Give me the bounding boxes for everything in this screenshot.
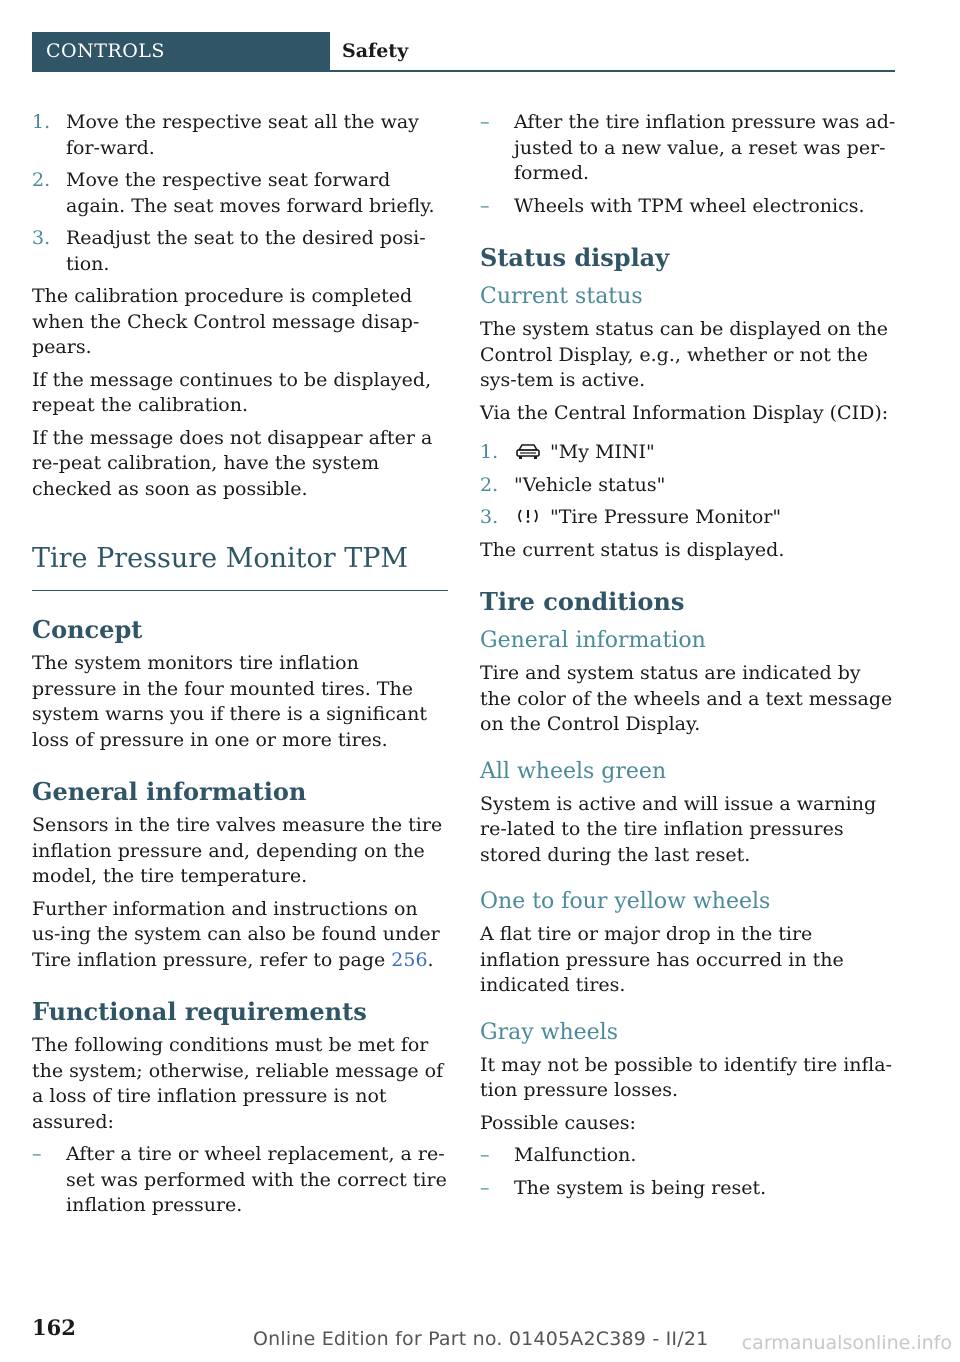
heading-yellow-wheels: One to four yellow wheels <box>480 889 771 914</box>
paragraph: If the message does not disappear after a re‐peat calibration, have the system checked as soon as possible. <box>32 426 433 500</box>
topic-label: Safety <box>342 40 409 62</box>
car-icon <box>514 441 542 461</box>
tire-warning-icon <box>514 506 542 526</box>
heading-concept: Concept <box>32 615 143 644</box>
heading-gray-wheels: Gray wheels <box>480 1019 618 1045</box>
calibration-steps <box>32 110 448 277</box>
section-label: CONTROLS <box>32 32 330 70</box>
paragraph: Via the Central Information Display (CID): <box>480 401 889 424</box>
list-item: 1. Move the respective seat all the way for‐ward. <box>32 111 419 159</box>
list-item: 3. "Tire Pressure Monitor" <box>480 506 782 528</box>
paragraph: The system monitors tire inflation pressure in the four mounted tires. The system warns you if there is a significant loss of pressure in one or more tires. <box>32 652 428 751</box>
paragraph: The calibration procedure is completed when the Check Control message disap‐pears. <box>32 285 420 358</box>
list-item: 3. Readjust the seat to the desired posi‐tion. <box>32 227 426 275</box>
paragraph: Sensors in the tire valves measure the tire inflation pressure and, depending on the model, the tire temperature. <box>32 814 443 887</box>
paragraph: The current status is displayed. <box>480 538 785 561</box>
paragraph: If the message continues to be displayed, repeat the calibration. <box>32 368 432 416</box>
paragraph: Possible causes: <box>480 1111 636 1134</box>
heading-functional-requirements: Functional requirements <box>32 997 367 1026</box>
edition-note: Online Edition for Part no. 01405A2C389 - II/21 <box>253 1328 709 1350</box>
list-item: – After the tire inflation pressure was ad‐justed to a new value, a reset was per‐formed. <box>480 111 896 184</box>
cid-steps <box>480 440 896 531</box>
paragraph: Tire and system status are indicated by the color of the wheels and a text message on the Control Display. <box>480 662 893 735</box>
heading-general-information: General information <box>480 628 706 653</box>
list-item: 2. "Vehicle status" <box>480 473 666 496</box>
heading-current-status: Current status <box>480 284 643 309</box>
watermark: carmanualsonline.info <box>741 1332 952 1354</box>
paragraph: It may not be possible to identify tire infla‐tion pressure losses. <box>480 1053 892 1101</box>
heading-tire-conditions: Tire conditions <box>480 587 685 616</box>
chapter-title: Tire Pressure Monitor TPM <box>32 542 448 591</box>
requirements-list-continued <box>480 110 896 219</box>
paragraph: A flat tire or major drop in the tire inflation pressure has occurred in the indicated tires. <box>480 923 844 996</box>
list-item: – After a tire or wheel replacement, a re‐set was performed with the correct tire inflation pressure. <box>32 1143 447 1216</box>
header-rule <box>32 70 895 72</box>
heading-all-wheels-green: All wheels green <box>480 758 667 784</box>
paragraph: The system status can be displayed on the Control Display, e.g., whether or not the sys‐tem is active. <box>480 318 888 391</box>
list-item: – Wheels with TPM wheel electronics. <box>480 194 865 217</box>
page-header <box>32 32 895 72</box>
list-item: 2. Move the respective seat forward again. The seat moves forward briefly. <box>32 169 435 217</box>
heading-status-display: Status display <box>480 243 670 272</box>
paragraph: Further information and instructions on us‐ing the system can also be found under Tire inflation pressure, refer to page 256. <box>32 897 440 971</box>
heading-general-information: General information <box>32 777 307 806</box>
paragraph: The following conditions must be met for the system; otherwise, reliable message of a loss of tire inflation pressure is not assured: <box>32 1034 444 1133</box>
left-column <box>32 110 448 1226</box>
list-item: 1. "My MINI" <box>480 441 655 463</box>
list-item: – Malfunction. <box>480 1144 637 1166</box>
requirements-list <box>32 1142 448 1219</box>
list-item: – The system is being reset. <box>480 1176 767 1199</box>
paragraph: System is active and will issue a warning re‐lated to the tire inflation pressures stored during the last reset. <box>480 792 877 866</box>
causes-list <box>480 1143 896 1201</box>
page-number: 162 <box>32 1315 76 1340</box>
page-link[interactable]: 256 <box>391 948 428 971</box>
right-column <box>480 110 896 1208</box>
